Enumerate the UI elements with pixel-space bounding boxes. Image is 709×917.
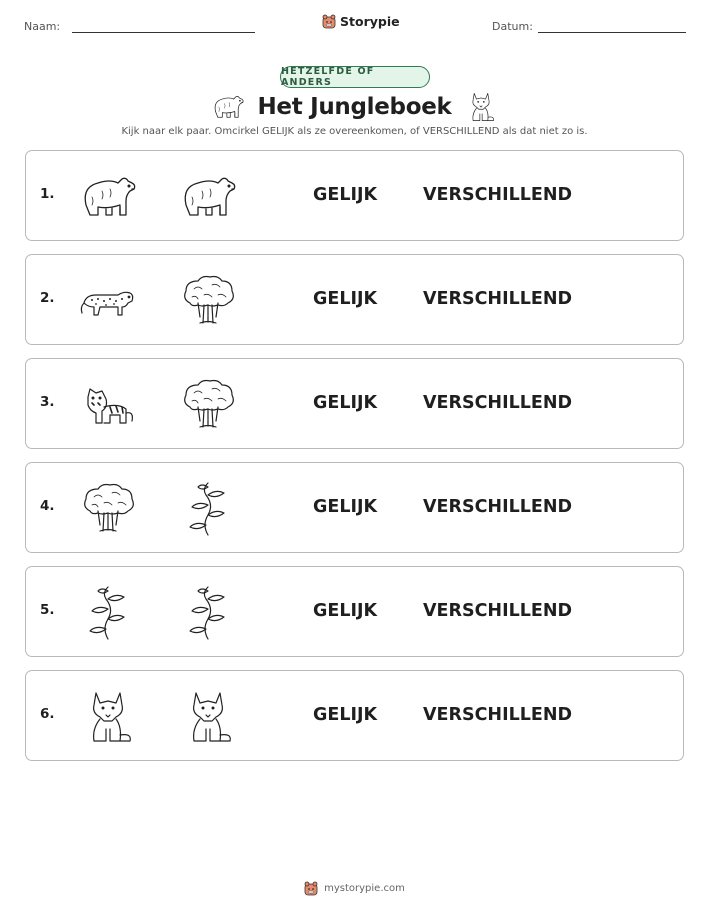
option-same[interactable]: GELIJK	[313, 289, 378, 309]
option-same[interactable]: GELIJK	[313, 185, 378, 205]
row-number: 6.	[40, 706, 55, 722]
tiger-icon	[78, 377, 138, 433]
brand	[322, 13, 400, 29]
page-title: Het Jungleboek	[257, 94, 452, 120]
question-row	[25, 462, 684, 553]
tree-icon	[78, 481, 138, 537]
date-label: Datum:	[492, 20, 533, 33]
option-different[interactable]: VERSCHILLEND	[423, 601, 573, 621]
row-number: 5.	[40, 602, 55, 618]
option-same[interactable]: GELIJK	[313, 705, 378, 725]
vine-icon	[78, 585, 138, 641]
name-label: Naam:	[24, 20, 61, 33]
option-different[interactable]: VERSCHILLEND	[423, 185, 573, 205]
footer	[0, 880, 709, 896]
bear-icon	[78, 169, 138, 225]
question-row	[25, 150, 684, 241]
question-row	[25, 566, 684, 657]
instructions: Kijk naar elk paar. Omcirkel GELIJK als ze overeenkomen, of VERSCHILLEND als dat niet zo is.	[121, 126, 588, 137]
name-line[interactable]	[72, 32, 255, 33]
brand-name: Storypie	[340, 13, 400, 29]
footer-url[interactable]: mystorypie.com	[324, 882, 405, 894]
row-number: 4.	[40, 498, 55, 514]
option-same[interactable]: GELIJK	[313, 601, 378, 621]
title-row	[0, 90, 709, 124]
wolf-icon	[178, 689, 238, 745]
question-row	[25, 670, 684, 761]
option-different[interactable]: VERSCHILLEND	[423, 497, 573, 517]
worksheet-type-badge: HETZELFDE OF ANDERS	[280, 66, 430, 88]
row-number: 3.	[40, 394, 55, 410]
option-same[interactable]: GELIJK	[313, 497, 378, 517]
tree-icon	[178, 273, 238, 329]
vine-icon	[178, 481, 238, 537]
date-line[interactable]	[538, 32, 686, 33]
tree-icon	[178, 377, 238, 433]
wolf-icon	[78, 689, 138, 745]
row-number: 2.	[40, 290, 55, 306]
option-different[interactable]: VERSCHILLEND	[423, 705, 573, 725]
question-row	[25, 358, 684, 449]
bear-icon	[211, 90, 245, 124]
storypie-logo-icon	[304, 880, 318, 896]
row-number: 1.	[40, 186, 55, 202]
option-different[interactable]: VERSCHILLEND	[423, 289, 573, 309]
question-row	[25, 254, 684, 345]
option-different[interactable]: VERSCHILLEND	[423, 393, 573, 413]
vine-icon	[178, 585, 238, 641]
option-same[interactable]: GELIJK	[313, 393, 378, 413]
bear-icon	[178, 169, 238, 225]
leopard-icon	[78, 273, 138, 329]
storypie-logo-icon	[322, 13, 336, 29]
wolf-icon	[464, 90, 498, 124]
